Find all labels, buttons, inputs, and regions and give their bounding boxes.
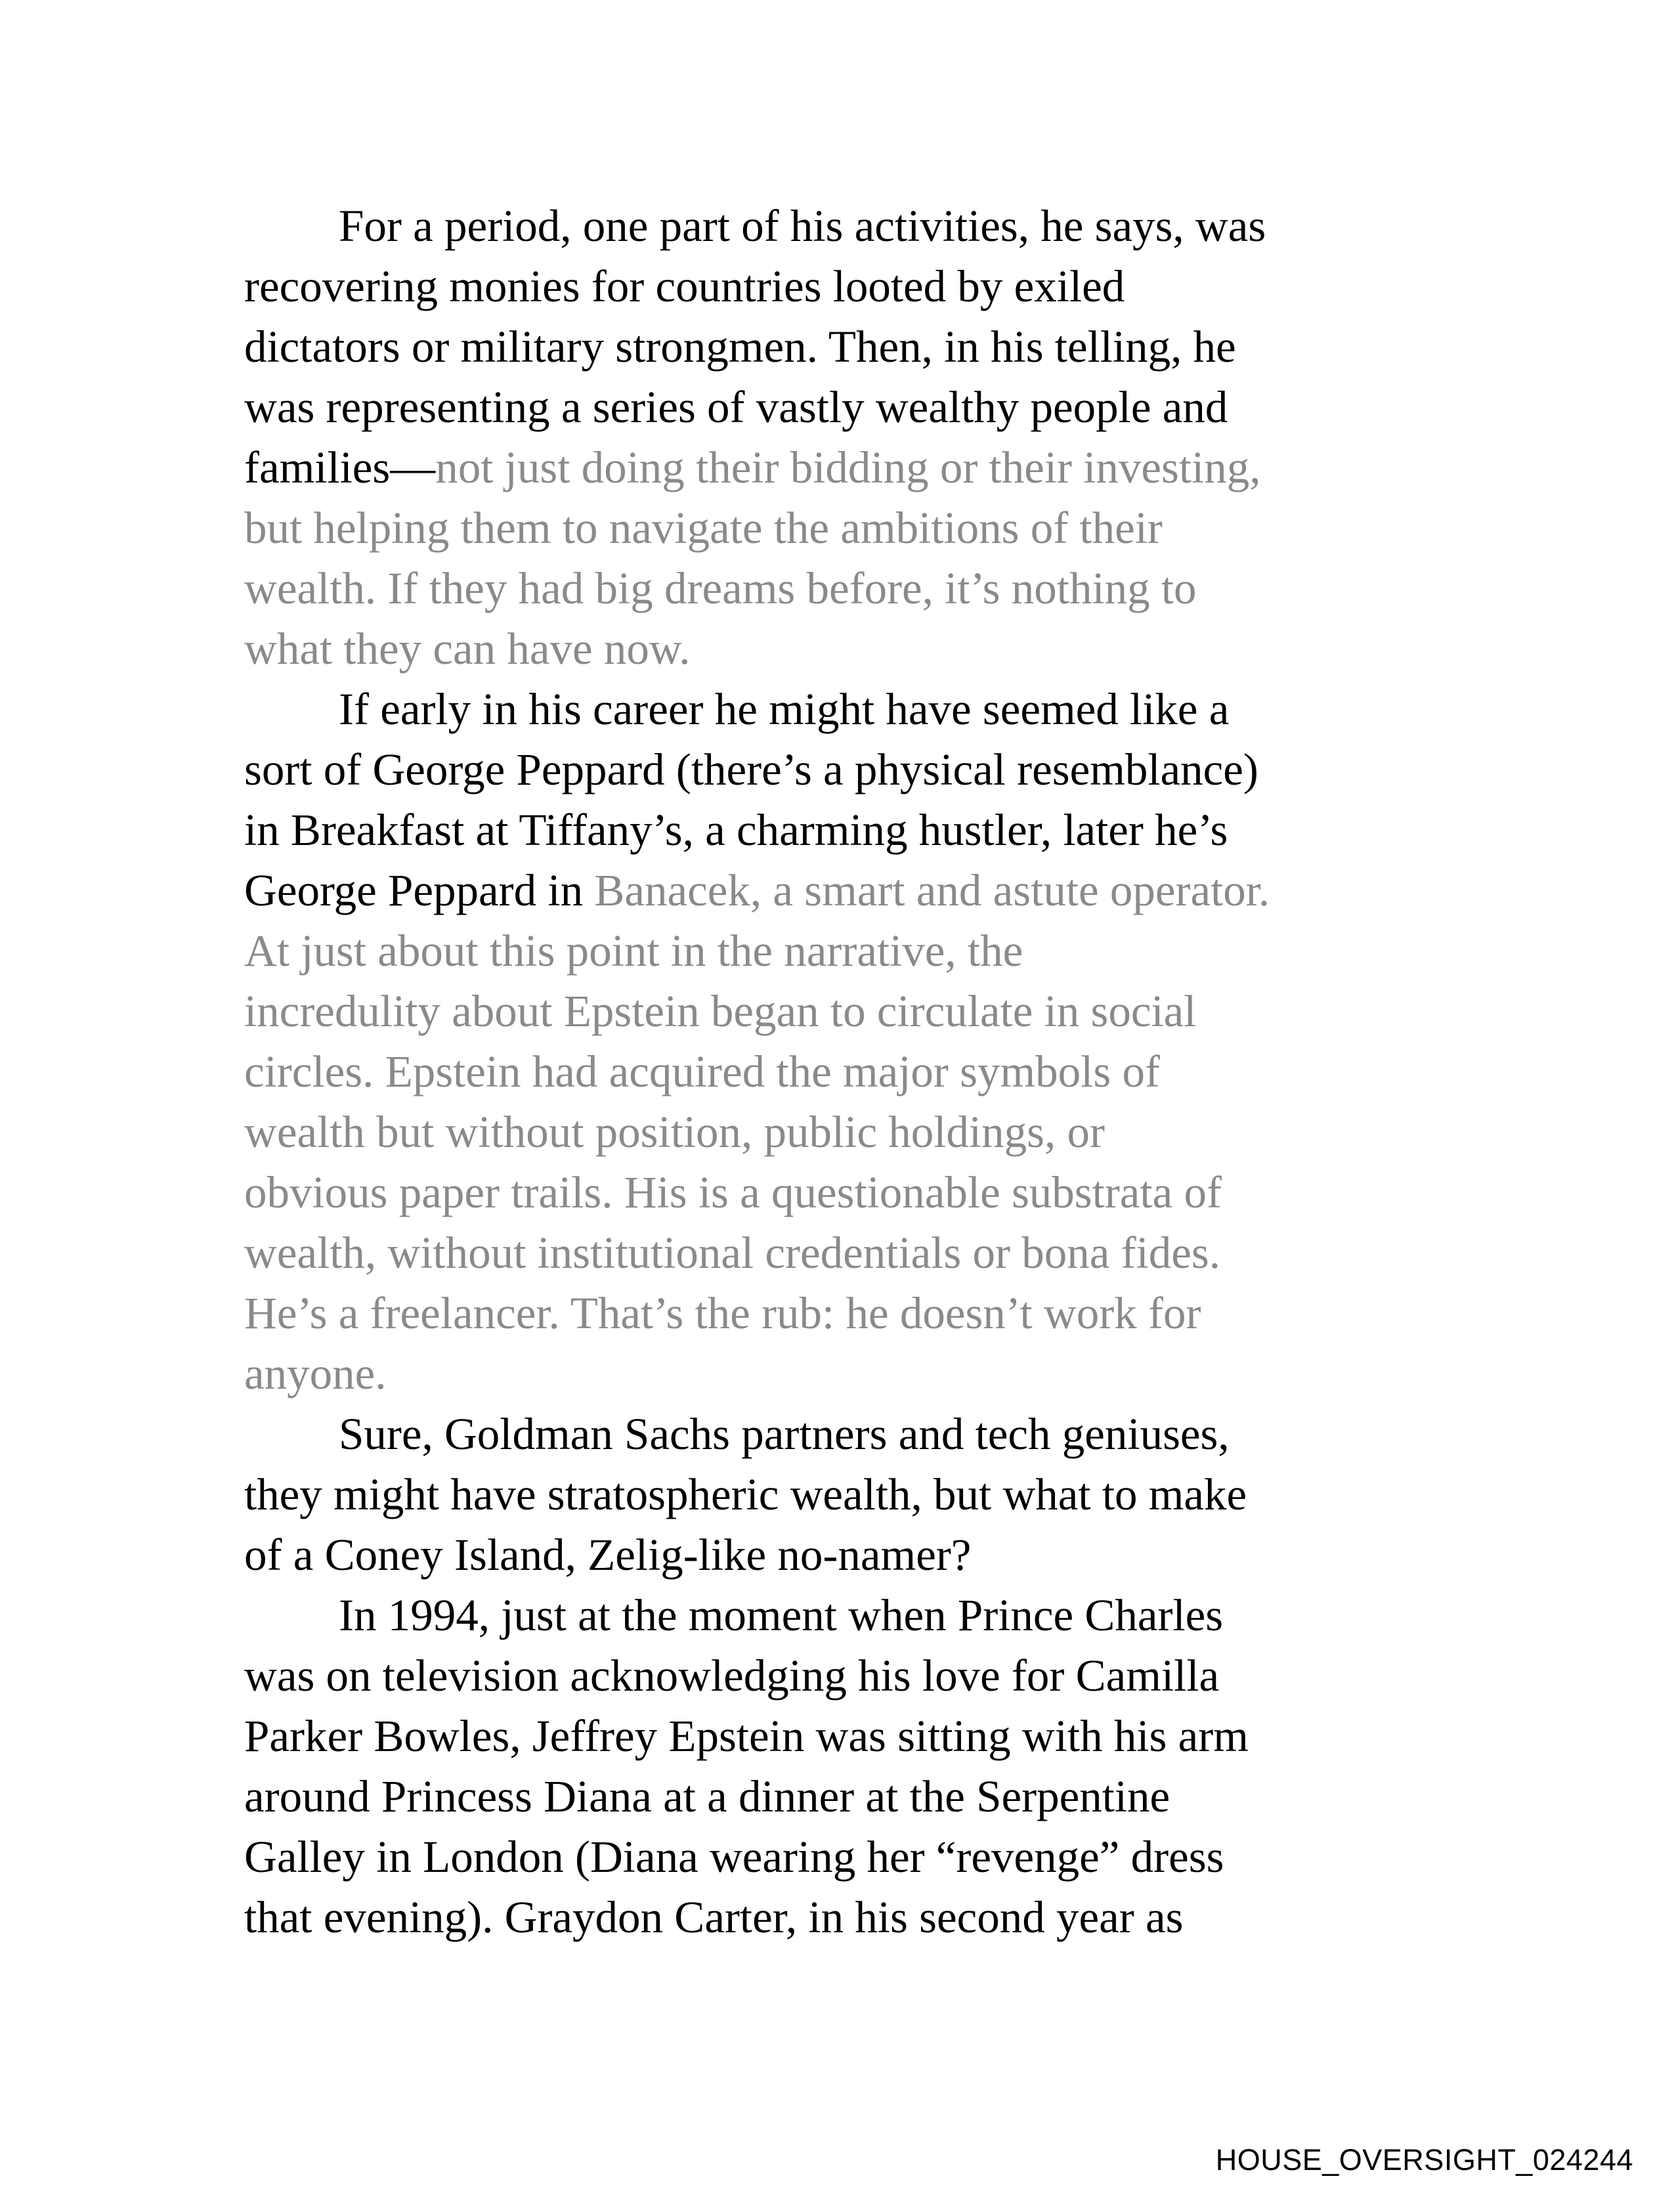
paragraph (244, 1585, 1439, 1947)
text-line (244, 316, 1439, 377)
text-line (244, 921, 1439, 981)
text-line (244, 437, 1439, 498)
text-line (244, 1283, 1439, 1343)
text-line (244, 1585, 1439, 1645)
faded-text-segment: He’s a freelancer. That’s the rub: he doesn’t work for (244, 1288, 1201, 1338)
paragraph (244, 196, 1439, 679)
text-segment: around Princess Diana at a dinner at the Serpentine (244, 1771, 1170, 1821)
faded-text-segment: At just about this point in the narrative, the (244, 926, 1023, 976)
text-line (244, 498, 1439, 558)
text-segment: Parker Bowles, Jeffrey Epstein was sitting with his arm (244, 1711, 1249, 1761)
text-line (244, 1404, 1439, 1464)
text-line (244, 679, 1439, 739)
paragraph (244, 1404, 1439, 1585)
paragraph (244, 679, 1439, 1404)
text-segment: was on television acknowledging his love for Camilla (244, 1651, 1220, 1701)
text-segment: dictators or military strongmen. Then, in his telling, he (244, 322, 1236, 372)
text-line (244, 558, 1439, 618)
text-line (244, 1162, 1439, 1223)
faded-text-segment: incredulity about Epstein began to circulate in social (244, 986, 1197, 1036)
text-line (244, 1645, 1439, 1706)
text-line (244, 196, 1439, 256)
text-segment: families— (244, 443, 436, 492)
text-segment: that evening). Graydon Carter, in his second year as (244, 1892, 1184, 1942)
faded-text-segment: not just doing their bidding or their investing, (435, 443, 1261, 492)
text-line (244, 618, 1439, 679)
faded-text-segment: but helping them to navigate the ambitions of their (244, 503, 1163, 553)
faded-text-segment: circles. Epstein had acquired the major symbols of (244, 1047, 1160, 1096)
body-text (244, 196, 1439, 1947)
text-line (244, 860, 1439, 921)
faded-text-segment: obvious paper trails. His is a questionable substrata of (244, 1167, 1222, 1217)
faded-text-segment: what they can have now. (244, 624, 691, 674)
text-segment: sort of George Peppard (there’s a physical resemblance) (244, 745, 1258, 794)
text-line (244, 377, 1439, 437)
text-line (244, 1343, 1439, 1404)
text-line (244, 1766, 1439, 1827)
text-segment: For a period, one part of his activities, he says, was (339, 201, 1266, 251)
faded-text-segment: wealth. If they had big dreams before, it’s nothing to (244, 563, 1197, 613)
text-line (244, 1223, 1439, 1283)
text-line (244, 1827, 1439, 1887)
text-segment: In 1994, just at the moment when Prince Charles (339, 1590, 1224, 1640)
text-segment: in Breakfast at Tiffany’s, a charming hustler, later he’s (244, 805, 1228, 855)
text-segment: of a Coney Island, Zelig-like no-namer? (244, 1530, 972, 1580)
document-id-stamp: HOUSE_OVERSIGHT_024244 (1215, 2143, 1633, 2177)
text-segment: was representing a series of vastly wealthy people and (244, 382, 1228, 432)
faded-text-segment: wealth but without position, public holdings, or (244, 1107, 1105, 1157)
text-line (244, 739, 1439, 800)
text-segment: they might have stratospheric wealth, but what to make (244, 1469, 1247, 1519)
text-line (244, 1525, 1439, 1585)
text-line (244, 800, 1439, 860)
text-line (244, 256, 1439, 316)
text-line (244, 1887, 1439, 1947)
text-segment: If early in his career he might have seemed like a (339, 684, 1230, 734)
text-line (244, 1706, 1439, 1766)
text-line (244, 1041, 1439, 1102)
text-segment: George Peppard in (244, 865, 595, 915)
text-segment: Galley in London (Diana wearing her “revenge” dress (244, 1832, 1224, 1882)
text-line (244, 1464, 1439, 1525)
text-segment: recovering monies for countries looted by exiled (244, 261, 1125, 311)
faded-text-segment: anyone. (244, 1349, 387, 1399)
text-line (244, 981, 1439, 1041)
faded-text-segment: Banacek, a smart and astute operator. (594, 865, 1270, 915)
text-segment: Sure, Goldman Sachs partners and tech geniuses, (339, 1409, 1230, 1459)
text-line (244, 1102, 1439, 1162)
faded-text-segment: wealth, without institutional credentials or bona fides. (244, 1228, 1221, 1278)
